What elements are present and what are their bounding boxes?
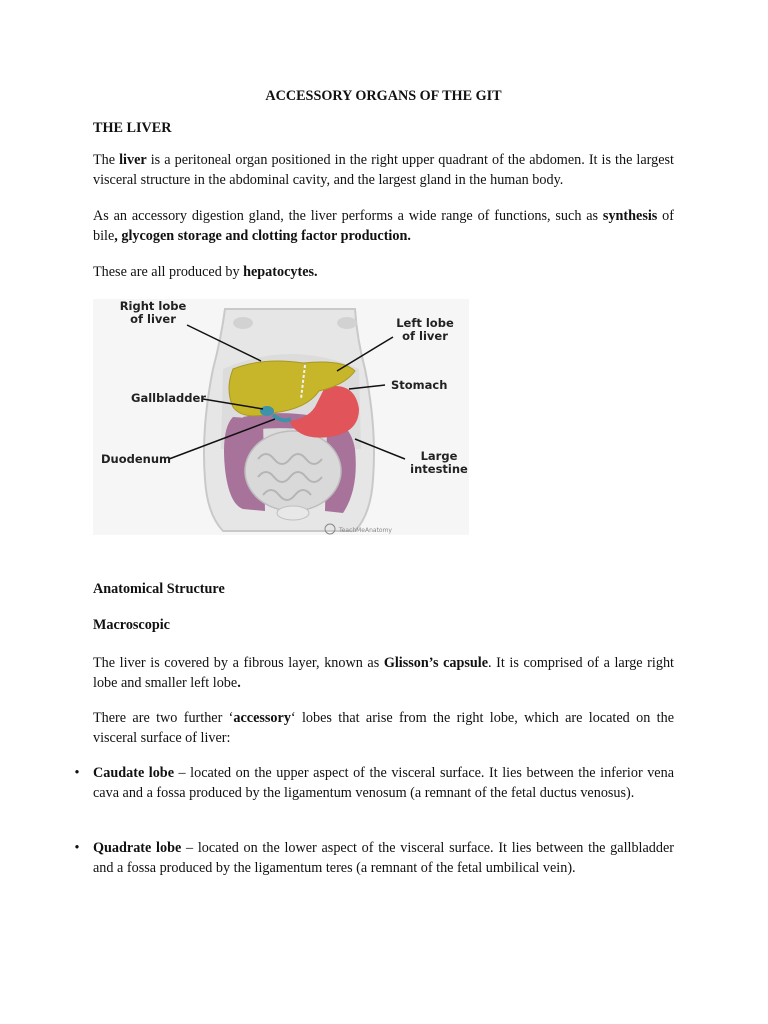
label-stomach: Stomach [391,378,448,392]
text: of bile [93,208,674,244]
bold-text: Glisson’s capsule [383,655,489,671]
rib-shadow [233,317,253,329]
bold-text: Quadrate lobe [93,840,182,856]
heading-macroscopic: Macroscopic [93,617,170,633]
label-gallbladder: Gallbladder [131,391,206,405]
heading-the-liver: THE LIVER [93,120,172,136]
text: – located on the lower aspect of the visceral surface. It lies between the gallbladder and a fossa produced by the ligamentum teres (a remnant of the fetal umbilical vein). [93,840,674,876]
text: As an accessory digestion gland, the liver performs a wide range of functions, such as [93,208,603,224]
paragraph-liver-intro [93,150,674,190]
bold-text: synthesis [602,208,658,224]
figure-credit: TeachMeAnatomy [339,527,392,534]
bold-text: , glycogen storage and clotting factor production. [114,228,411,244]
bold-text: liver [119,152,147,168]
label-left-lobe-line1: Left lobe [396,316,454,330]
text: – located on the upper aspect of the visceral surface. It lies between the inferior vena cava and a fossa produced by the ligamentum venosum (a remnant of the fetal ductus venosus). [93,765,674,801]
text: . It is comprised of a large right lobe and smaller left lobe [93,655,674,691]
text: There are two further ‘ [93,710,234,726]
bold-text: . [237,675,241,691]
bullet-marker: • [74,765,80,781]
gallbladder-shape [260,406,274,416]
label-large-intestine-line2: intestine [410,462,468,476]
liver-anatomy-figure [93,299,469,535]
text: The [93,152,120,168]
bullet-caudate-lobe [93,763,674,803]
small-intestine [245,431,341,511]
paragraph-liver-functions [93,206,674,246]
paragraph-glissons-capsule [93,653,674,693]
rib-shadow [337,317,357,329]
bladder [277,506,309,520]
paragraph-accessory-lobes [93,708,674,748]
label-large-intestine-line1: Large [420,449,458,463]
text: The liver is covered by a fibrous layer, known as [93,655,384,671]
bold-text: Caudate lobe [93,765,174,781]
label-left-lobe-line2: of liver [402,329,448,343]
label-right-lobe-line1: Right lobe [119,299,187,313]
document-title: ACCESSORY ORGANS OF THE GIT [265,88,502,104]
bullet-quadrate-lobe [93,838,674,878]
bullet-marker: • [74,840,80,856]
text: These are all produced by [93,264,244,280]
label-duodenum: Duodenum [101,452,172,466]
paragraph-hepatocytes [93,262,674,282]
text: is a peritoneal organ positioned in the right upper quadrant of the abdomen. It is the largest visceral structure in the abdominal cavity, and the largest gland in the human body. [93,152,674,188]
heading-anatomical-structure: Anatomical Structure [93,581,225,597]
bold-text: accessory [233,710,291,726]
label-right-lobe-line2: of liver [130,312,176,326]
bold-text: hepatocytes. [243,264,318,280]
text: ‘ lobes that arise from the right lobe, which are located on the visceral surface of liver: [93,710,674,746]
